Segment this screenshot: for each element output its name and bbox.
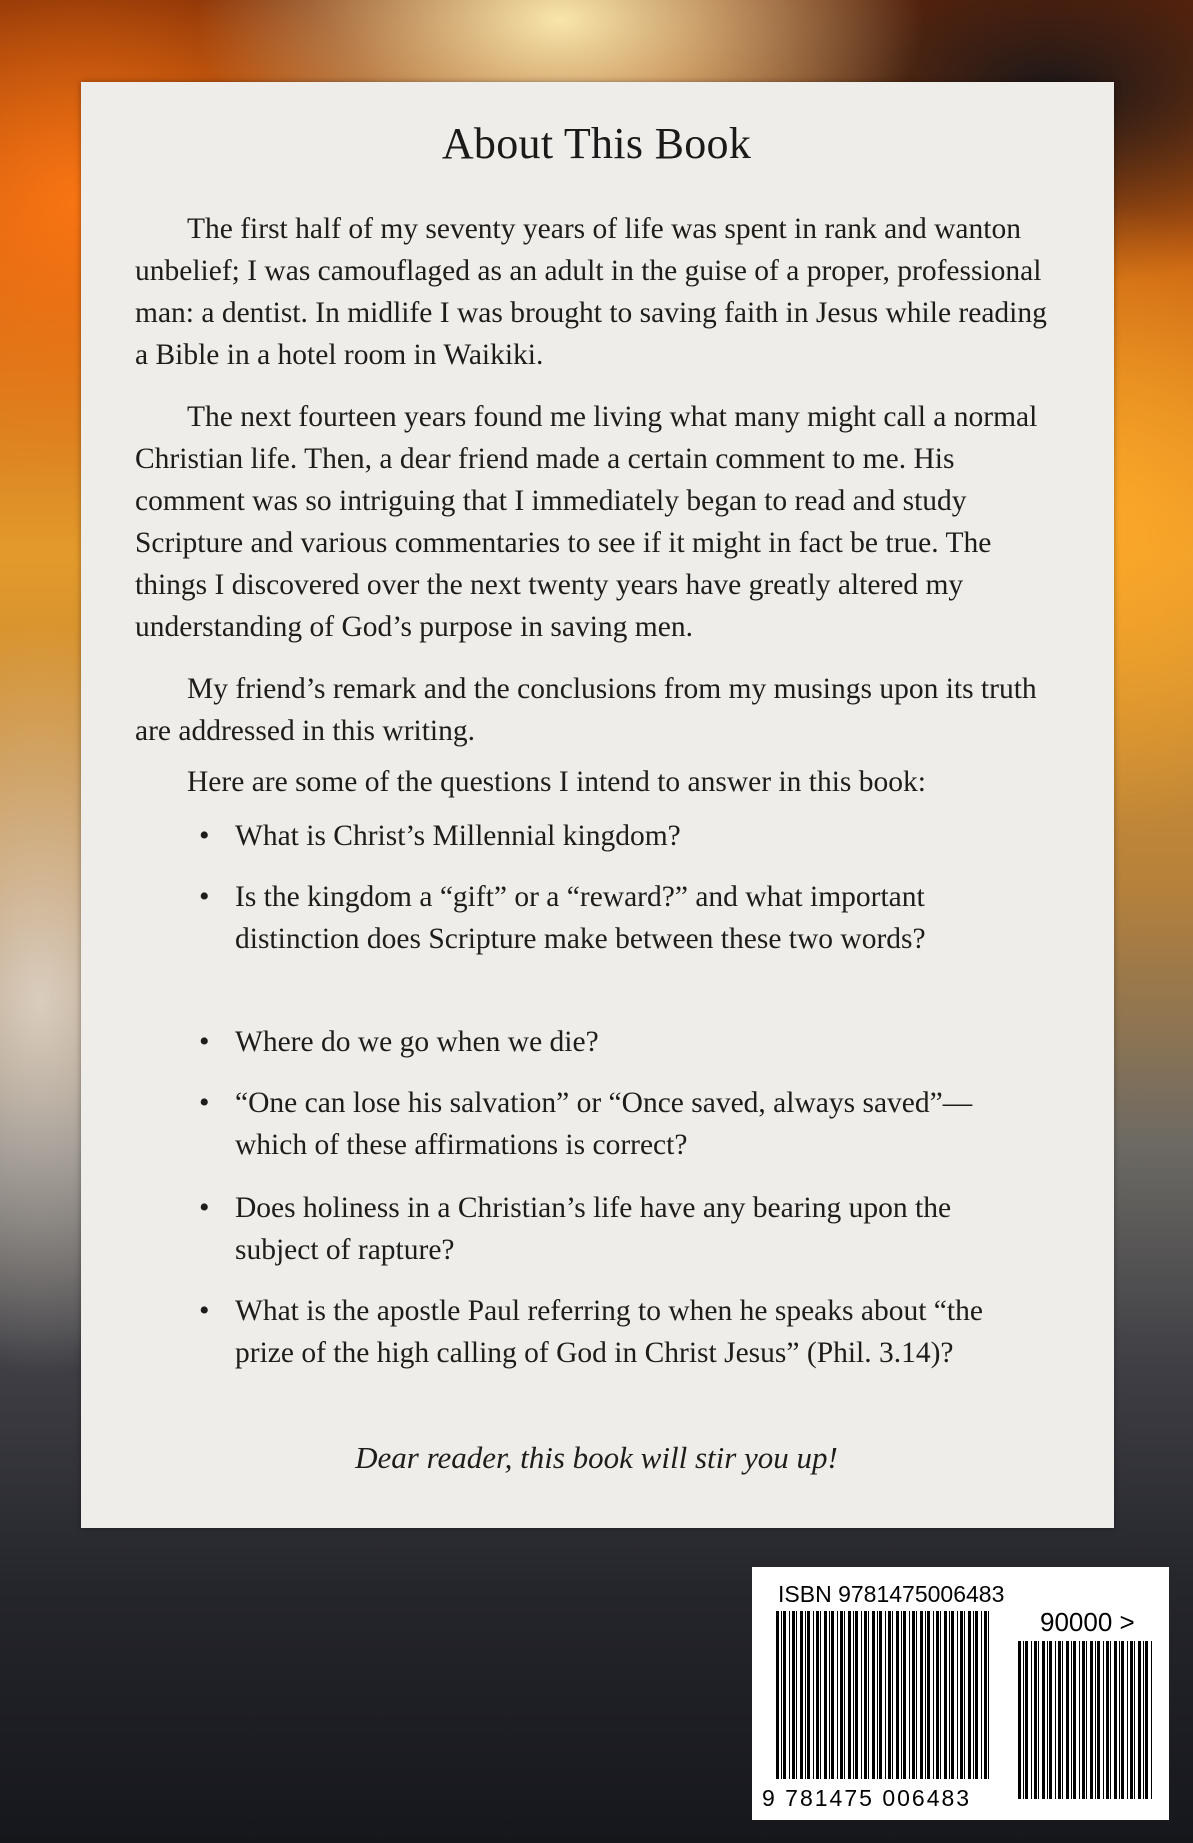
barcode-bar bbox=[853, 1611, 854, 1779]
barcode-bar bbox=[888, 1611, 891, 1779]
list-item: • What is Christ’s Millennial kingdom? bbox=[235, 815, 1025, 857]
bullet-icon: • bbox=[199, 1086, 210, 1119]
barcode-bar bbox=[968, 1611, 971, 1779]
barcode-bar bbox=[1145, 1641, 1148, 1799]
barcode-bar bbox=[975, 1611, 978, 1779]
closing-line: Dear reader, this book will stir you up! bbox=[355, 1440, 838, 1475]
barcode-bar bbox=[1023, 1641, 1024, 1799]
barcode-bar bbox=[840, 1611, 843, 1779]
barcode-bar bbox=[984, 1611, 987, 1779]
barcode-bar bbox=[820, 1611, 821, 1779]
barcode-bar bbox=[1031, 1641, 1032, 1799]
barcode-icon bbox=[752, 1567, 1169, 1820]
list-item: • Is the kingdom a “gift” or a “reward?” and what important distinction does Scripture make between these two words? bbox=[235, 876, 1025, 960]
paragraph-journey: The next fourteen years found me living what many might call a normal Christian life. Then, a dear friend made a certain comment to me. His comment was so intriguing that I immediately began to read and study Scripture and various commentaries to see if it might in fact be true. The things I discovered over the next twenty years have greatly altered my understanding of God’s purpose in saving men. bbox=[135, 401, 1038, 643]
barcode-bar bbox=[1095, 1641, 1096, 1799]
barcode-bar bbox=[816, 1611, 819, 1779]
barcode-bar bbox=[789, 1611, 790, 1779]
barcode-bar bbox=[848, 1611, 851, 1779]
barcode-bar bbox=[960, 1611, 963, 1779]
barcode-bar bbox=[844, 1611, 845, 1779]
list-item: • What is the apostle Paul referring to when he speaks about “the prize of the high calling of God in Christ Jesus” (Phil. 3.14)? bbox=[235, 1290, 1025, 1374]
barcode-bar bbox=[831, 1611, 834, 1779]
barcode-bar bbox=[951, 1611, 954, 1779]
barcode-bar bbox=[1073, 1641, 1076, 1799]
barcode-bar bbox=[1134, 1641, 1135, 1799]
barcode-bar bbox=[892, 1611, 893, 1779]
bullet-icon: • bbox=[199, 819, 210, 852]
isbn-digits: 9 781475 006483 bbox=[762, 1785, 972, 1811]
list-item: • Where do we go when we die? bbox=[235, 1021, 1025, 1063]
barcode-bar bbox=[981, 1611, 982, 1779]
barcode-bar bbox=[1062, 1641, 1063, 1799]
barcode-bar bbox=[1047, 1641, 1048, 1799]
barcode-bar bbox=[964, 1611, 965, 1779]
barcode-bar bbox=[933, 1611, 934, 1779]
barcode-bar bbox=[1127, 1641, 1128, 1799]
barcode-bar bbox=[920, 1611, 923, 1779]
barcode-bar bbox=[1151, 1641, 1152, 1799]
barcode-bar bbox=[829, 1611, 830, 1779]
barcode-bar bbox=[855, 1611, 858, 1779]
isbn-barcode bbox=[752, 1567, 1169, 1820]
barcode-bar bbox=[879, 1611, 882, 1779]
barcode-bar bbox=[1097, 1641, 1100, 1799]
barcode-bar bbox=[1138, 1641, 1141, 1799]
barcode-bar bbox=[1090, 1641, 1093, 1799]
barcode-bar bbox=[1110, 1641, 1111, 1799]
barcode-bar bbox=[916, 1611, 917, 1779]
barcode-bar bbox=[1119, 1641, 1120, 1799]
barcode-bar bbox=[1143, 1641, 1144, 1799]
barcode-bar bbox=[807, 1611, 810, 1779]
list-item: • “One can lose his salvation” or “Once saved, always saved”—which of these affirmations is correct? bbox=[235, 1082, 1025, 1166]
bullet-icon: • bbox=[199, 1294, 210, 1327]
barcode-bar bbox=[776, 1611, 779, 1779]
barcode-bar bbox=[896, 1611, 899, 1779]
barcode-bar bbox=[1086, 1641, 1087, 1799]
barcode-bar bbox=[1034, 1641, 1037, 1799]
bullet-icon: • bbox=[199, 880, 210, 913]
isbn-label: ISBN 9781475006483 bbox=[778, 1581, 1005, 1607]
bullet-icon: • bbox=[199, 1025, 210, 1058]
barcode-bar bbox=[805, 1611, 806, 1779]
barcode-bar bbox=[1018, 1641, 1021, 1799]
barcode-bar bbox=[792, 1611, 795, 1779]
paragraph-questions-intro: Here are some of the questions I intend to answer in this book: bbox=[187, 766, 926, 798]
barcode-bar bbox=[1103, 1641, 1104, 1799]
barcode-bar bbox=[912, 1611, 915, 1779]
barcode-bar bbox=[861, 1611, 862, 1779]
barcode-bar bbox=[877, 1611, 878, 1779]
bullet-icon: • bbox=[199, 1191, 210, 1224]
barcode-bar bbox=[1121, 1641, 1124, 1799]
barcode-bar bbox=[781, 1611, 782, 1779]
barcode-bar bbox=[1038, 1641, 1039, 1799]
barcode-bar bbox=[868, 1611, 869, 1779]
barcode-bar bbox=[949, 1611, 950, 1779]
list-item: • Does holiness in a Christian’s life have any bearing upon the subject of rapture? bbox=[235, 1187, 1025, 1271]
barcode-bar bbox=[925, 1611, 926, 1779]
barcode-bar bbox=[973, 1611, 974, 1779]
barcode-bar bbox=[783, 1611, 786, 1779]
barcode-bar bbox=[1071, 1641, 1072, 1799]
paragraph-intro: The first half of my seventy years of life was spent in rank and wanton unbelief; I was camouflaged as an adult in the guise of a proper, professional man: a dentist. In midlife I was brought to saving faith in Jesus while reading a Bible in a hotel room in Waikiki. bbox=[135, 213, 1047, 371]
barcode-bar bbox=[837, 1611, 838, 1779]
barcode-bar bbox=[903, 1611, 906, 1779]
barcode-bar bbox=[1058, 1641, 1061, 1799]
barcode-bar bbox=[872, 1611, 875, 1779]
page-title: About This Book bbox=[441, 119, 752, 168]
barcode-bar bbox=[1025, 1641, 1028, 1799]
barcode-bar bbox=[1114, 1641, 1117, 1799]
barcode-bar bbox=[909, 1611, 910, 1779]
barcode-bar bbox=[988, 1611, 989, 1779]
barcode-bar bbox=[1130, 1641, 1133, 1799]
barcode-bar bbox=[1079, 1641, 1080, 1799]
barcode-bar bbox=[813, 1611, 814, 1779]
barcode-bar bbox=[1049, 1641, 1052, 1799]
barcode-bar bbox=[957, 1611, 958, 1779]
barcode-bar bbox=[1082, 1641, 1085, 1799]
barcode-bar bbox=[1106, 1641, 1109, 1799]
barcode-bar bbox=[824, 1611, 827, 1779]
barcode-bar bbox=[1066, 1641, 1069, 1799]
barcode-bar bbox=[885, 1611, 886, 1779]
barcode-bar bbox=[927, 1611, 930, 1779]
barcode-bar bbox=[800, 1611, 803, 1779]
barcode-bar bbox=[796, 1611, 797, 1779]
paragraph-remark: My friend’s remark and the conclusions from my musings upon its truth are addressed in this writing. bbox=[135, 673, 1037, 747]
barcode-bar bbox=[1042, 1641, 1045, 1799]
barcode-bar bbox=[1055, 1641, 1056, 1799]
barcode-bar bbox=[940, 1611, 941, 1779]
barcode-bar bbox=[901, 1611, 902, 1779]
barcode-bar bbox=[936, 1611, 939, 1779]
barcode-bar bbox=[864, 1611, 867, 1779]
price-code: 90000 > bbox=[1040, 1607, 1135, 1637]
barcode-bar bbox=[944, 1611, 947, 1779]
